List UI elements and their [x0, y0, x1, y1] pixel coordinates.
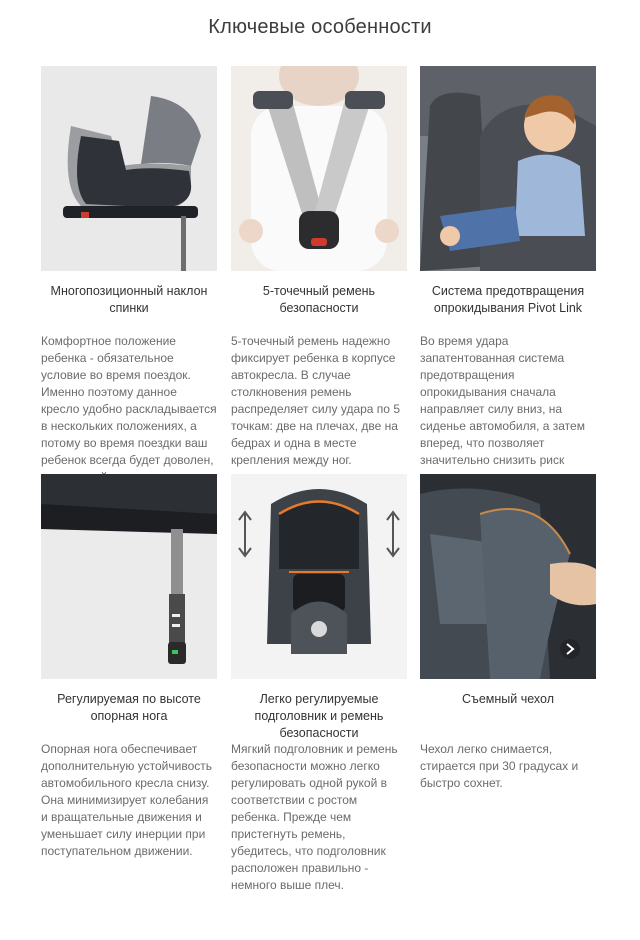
- page-title: Ключевые особенности: [208, 16, 432, 38]
- feature-title: Регулируемая по высоте опорная нога: [57, 692, 201, 723]
- feature-description: Чехол легко снимается, стирается при 30 градусах и быстро сохнет.: [420, 742, 579, 790]
- feature-card-pivot-link: [420, 66, 596, 486]
- feature-title: Система предотвращения опрокидывания Pivot Link: [431, 284, 585, 315]
- feature-title: 5-точечный ремень безопасности: [262, 284, 376, 315]
- feature-card-harness: [231, 66, 407, 469]
- seat-recline-photo: [41, 66, 217, 271]
- feature-card-headrest: [231, 474, 407, 894]
- support-leg-photo: [41, 474, 217, 679]
- child-in-seat-photo: [420, 66, 596, 271]
- harness-buckle-photo: [231, 66, 407, 271]
- feature-card-recline: [41, 66, 217, 486]
- feature-description: Комфортное положение ребенка - обязательное условие во время поездок. Именно поэтому данное кресло удобно раскладывается в нескольких положениях, а потому во время поездки ваш ребенок всегда будет доволен,: [41, 334, 217, 467]
- feature-description: Опорная нога обеспечивает дополнительную устойчивость автомобильного кресла снизу. Она минимизирует колебания и вращательные движения и уменьшает силу инерции при поступательном движении.: [41, 742, 212, 858]
- feature-title: Многопозиционный наклон спинки: [50, 284, 208, 315]
- headrest-adjust-photo: [231, 474, 407, 679]
- feature-card-cover: [420, 474, 596, 792]
- feature-card-support-leg: [41, 474, 217, 860]
- feature-description: Во время удара запатентованная система предотвращения опрокидывания сначала направляет силу вниз, на сиденье автомобиля, а затем вперед, что позволяет значительно снизить риск: [420, 334, 585, 467]
- feature-title: Съемный чехол: [462, 692, 554, 706]
- feature-description: 5-точечный ремень надежно фиксирует ребенка в корпусе автокресла. В случае столкновения ремень распределяет силу удара по 5 точкам: две на плечах, две на бедрах и одна в месте крепления между ног.: [231, 334, 400, 467]
- feature-title: Легко регулируемые подголовник и ремень безопасности: [254, 692, 384, 740]
- removable-cover-photo: [420, 474, 596, 679]
- feature-description: Мягкий подголовник и ремень безопасности можно легко регулировать одной рукой в соответствии с ростом ребенка. Прежде чем пристегнуть ремень, убедитесь, что подголовник расположен правильно - немного выше плеч.: [231, 742, 398, 892]
